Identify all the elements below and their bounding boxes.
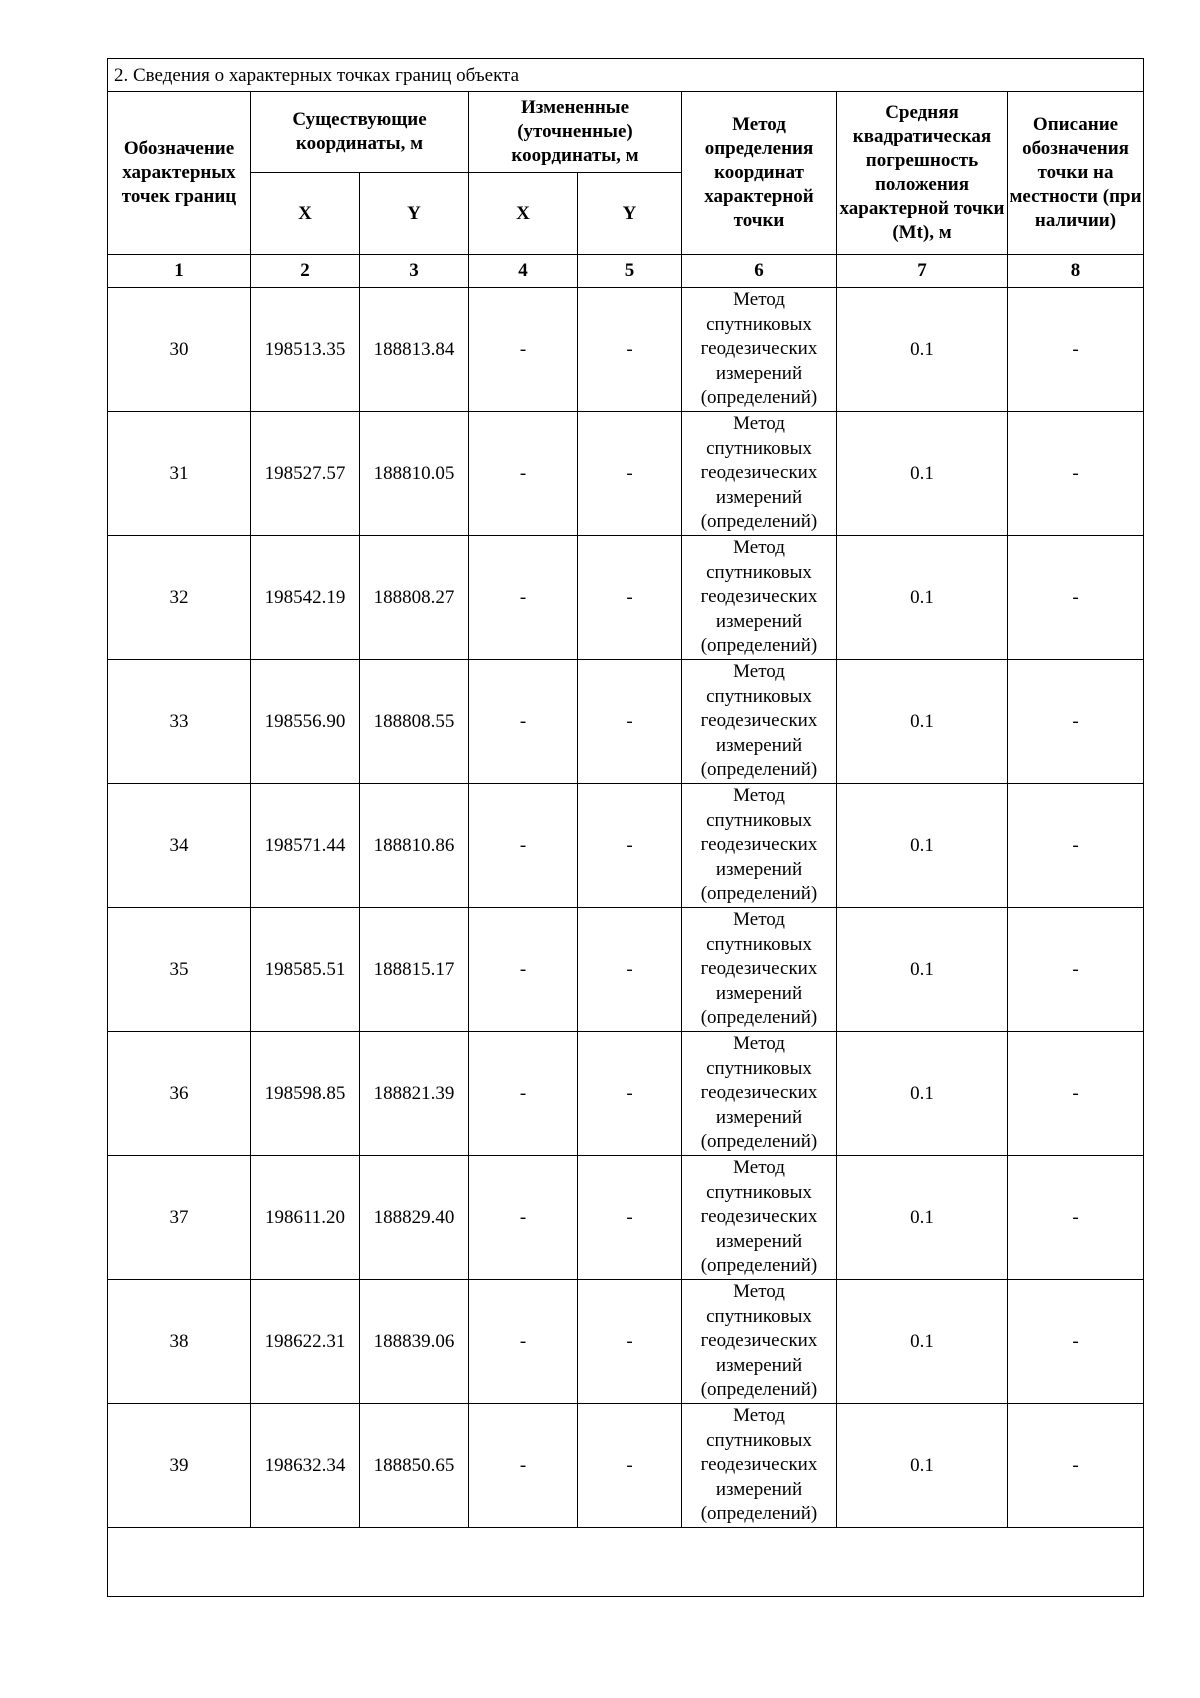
- table-row: [108, 784, 1144, 908]
- point-id-cell: 31: [108, 412, 251, 536]
- changed-y-cell: -: [578, 1156, 682, 1280]
- existing-x-cell: 198611.20: [251, 1156, 360, 1280]
- existing-y-cell: 188813.84: [360, 288, 469, 412]
- column-number: 8: [1008, 255, 1144, 288]
- description-cell: -: [1008, 412, 1144, 536]
- existing-x-cell: 198585.51: [251, 908, 360, 1032]
- changed-x-cell: -: [469, 412, 578, 536]
- header-existing-y: Y: [360, 173, 469, 255]
- existing-x-cell: 198527.57: [251, 412, 360, 536]
- mean-error-cell: 0.1: [837, 660, 1008, 784]
- column-number: 6: [682, 255, 837, 288]
- changed-y-cell: -: [578, 660, 682, 784]
- existing-x-cell: 198632.34: [251, 1404, 360, 1528]
- description-cell: -: [1008, 1156, 1144, 1280]
- table-row: [108, 1032, 1144, 1156]
- method-cell: Метод спутниковых геодезических измерений (определений): [682, 1032, 837, 1156]
- changed-x-cell: -: [469, 536, 578, 660]
- mean-error-cell: 0.1: [837, 1156, 1008, 1280]
- existing-y-cell: 188810.05: [360, 412, 469, 536]
- changed-y-cell: -: [578, 1032, 682, 1156]
- header-mean-error: Средняя квадратическая погрешность положения характерной точки (Mt), м: [837, 92, 1008, 255]
- mean-error-cell: 0.1: [837, 908, 1008, 1032]
- description-cell: -: [1008, 1032, 1144, 1156]
- existing-x-cell: 198571.44: [251, 784, 360, 908]
- description-cell: -: [1008, 784, 1144, 908]
- changed-y-cell: -: [578, 784, 682, 908]
- changed-y-cell: -: [578, 288, 682, 412]
- existing-y-cell: 188829.40: [360, 1156, 469, 1280]
- existing-x-cell: 198556.90: [251, 660, 360, 784]
- header-existing-x: X: [251, 173, 360, 255]
- column-number: 7: [837, 255, 1008, 288]
- method-cell: Метод спутниковых геодезических измерений (определений): [682, 1156, 837, 1280]
- method-cell: Метод спутниковых геодезических измерений (определений): [682, 288, 837, 412]
- column-number: 2: [251, 255, 360, 288]
- changed-y-cell: -: [578, 536, 682, 660]
- point-id-cell: 32: [108, 536, 251, 660]
- method-cell: Метод спутниковых геодезических измерений (определений): [682, 1280, 837, 1404]
- table-row: [108, 1404, 1144, 1528]
- description-cell: -: [1008, 660, 1144, 784]
- method-cell: Метод спутниковых геодезических измерений (определений): [682, 536, 837, 660]
- table-row: [108, 908, 1144, 1032]
- changed-x-cell: -: [469, 784, 578, 908]
- existing-y-cell: 188850.65: [360, 1404, 469, 1528]
- point-id-cell: 33: [108, 660, 251, 784]
- mean-error-cell: 0.1: [837, 1404, 1008, 1528]
- changed-x-cell: -: [469, 1156, 578, 1280]
- column-number: 4: [469, 255, 578, 288]
- existing-x-cell: 198542.19: [251, 536, 360, 660]
- method-cell: Метод спутниковых геодезических измерений (определений): [682, 1404, 837, 1528]
- column-number: 3: [360, 255, 469, 288]
- table-row: [108, 412, 1144, 536]
- existing-x-cell: 198598.85: [251, 1032, 360, 1156]
- description-cell: -: [1008, 1404, 1144, 1528]
- method-cell: Метод спутниковых геодезических измерений (определений): [682, 660, 837, 784]
- existing-y-cell: 188815.17: [360, 908, 469, 1032]
- header-changed-x: X: [469, 173, 578, 255]
- mean-error-cell: 0.1: [837, 288, 1008, 412]
- point-id-cell: 34: [108, 784, 251, 908]
- header-description: Описание обозначения точки на местности (при наличии): [1008, 92, 1144, 255]
- changed-y-cell: -: [578, 908, 682, 1032]
- table-row: [108, 660, 1144, 784]
- point-id-cell: 35: [108, 908, 251, 1032]
- description-cell: -: [1008, 536, 1144, 660]
- empty-footer-row: [108, 1528, 1144, 1597]
- changed-x-cell: -: [469, 908, 578, 1032]
- existing-y-cell: 188839.06: [360, 1280, 469, 1404]
- column-number: 1: [108, 255, 251, 288]
- existing-x-cell: 198622.31: [251, 1280, 360, 1404]
- changed-y-cell: -: [578, 412, 682, 536]
- mean-error-cell: 0.1: [837, 1032, 1008, 1156]
- header-existing-coordinates: Существующие координаты, м: [251, 92, 469, 173]
- description-cell: -: [1008, 908, 1144, 1032]
- mean-error-cell: 0.1: [837, 536, 1008, 660]
- empty-cell: [108, 1528, 1144, 1597]
- changed-x-cell: -: [469, 288, 578, 412]
- mean-error-cell: 0.1: [837, 784, 1008, 908]
- point-id-cell: 39: [108, 1404, 251, 1528]
- changed-x-cell: -: [469, 660, 578, 784]
- changed-y-cell: -: [578, 1404, 682, 1528]
- table-caption: 2. Сведения о характерных точках границ объекта: [108, 59, 1144, 92]
- point-id-cell: 37: [108, 1156, 251, 1280]
- table-row: [108, 1280, 1144, 1404]
- method-cell: Метод спутниковых геодезических измерений (определений): [682, 412, 837, 536]
- header-changed-coordinates: Измененные (уточненные) координаты, м: [469, 92, 682, 173]
- table-row: [108, 536, 1144, 660]
- changed-y-cell: -: [578, 1280, 682, 1404]
- method-cell: Метод спутниковых геодезических измерений (определений): [682, 908, 837, 1032]
- mean-error-cell: 0.1: [837, 412, 1008, 536]
- description-cell: -: [1008, 288, 1144, 412]
- boundary-points-table: [107, 58, 1144, 1597]
- header-designation: Обозначение характерных точек границ: [108, 92, 251, 255]
- description-cell: -: [1008, 1280, 1144, 1404]
- existing-y-cell: 188810.86: [360, 784, 469, 908]
- existing-x-cell: 198513.35: [251, 288, 360, 412]
- table-row: [108, 288, 1144, 412]
- table-row: [108, 1156, 1144, 1280]
- header-changed-y: Y: [578, 173, 682, 255]
- existing-y-cell: 188808.27: [360, 536, 469, 660]
- changed-x-cell: -: [469, 1032, 578, 1156]
- point-id-cell: 38: [108, 1280, 251, 1404]
- existing-y-cell: 188821.39: [360, 1032, 469, 1156]
- method-cell: Метод спутниковых геодезических измерений (определений): [682, 784, 837, 908]
- existing-y-cell: 188808.55: [360, 660, 469, 784]
- column-number: 5: [578, 255, 682, 288]
- changed-x-cell: -: [469, 1404, 578, 1528]
- changed-x-cell: -: [469, 1280, 578, 1404]
- point-id-cell: 36: [108, 1032, 251, 1156]
- column-number-row: [108, 255, 1144, 288]
- header-method: Метод определения координат характерной точки: [682, 92, 837, 255]
- mean-error-cell: 0.1: [837, 1280, 1008, 1404]
- point-id-cell: 30: [108, 288, 251, 412]
